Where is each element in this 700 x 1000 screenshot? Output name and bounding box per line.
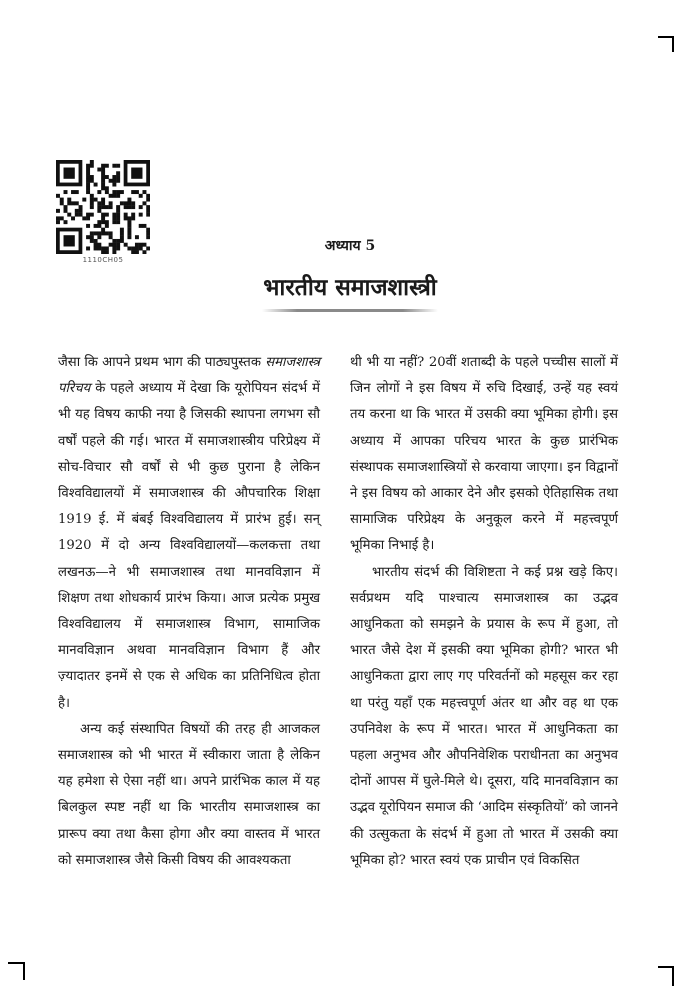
title-underline [262, 309, 438, 312]
qr-caption: 1110CH05 [82, 256, 124, 264]
chapter-title: भारतीय समाजशास्त्री [263, 274, 437, 301]
left-column [58, 350, 320, 890]
paragraph-1: जैसा कि आपने प्रथम भाग की पाठ्यपुस्तक समाजशास्त्र परिचय के पहले अध्याय में देखा कि यूरोपियन संदर्भ में भी यह विषय काफी नया है जिसकी स्थापना लगभग सौ वर्षों पहले की गई। भारत में समाजशास्त्रीय परिप्रेक्ष्य में सोच-विचार सौ वर्षों से भी कुछ पुराना है लेकिन विश्वविद्यालयों में समाजशास्त्र की औपचारिक शिक्षा 1919 ई. में बंबई विश्वविद्यालय में प्रारंभ हुई। सन् 1920 में दो अन्य विश्वविद्यालयों—कलकत्ता तथा लखनऊ—ने भी समाजशास्त्र तथा मानवविज्ञान में शिक्षण तथा शोधकार्य प्रारंभ किया। आज प्रत्येक प्रमुख विश्वविद्यालय में समाजशास्त्र विभाग, सामाजिक मानवविज्ञान अथवा मानवविज्ञान विभाग हैं और ज़्यादातर इनमें से एक से अधिक का प्रतिनिधित्व होता है। [58, 355, 320, 711]
crop-mark-bottom-right-vertical [672, 966, 674, 986]
qr-code[interactable] [56, 160, 150, 254]
paragraph-2: अन्य कई संस्थापित विषयों की तरह ही आजकल समाजशास्त्र को भी भारत में स्वीकारा जाता है लेकिन यह हमेशा से ऐसा नहीं था। अपने प्रारंभिक काल में यह बिलकुल स्पष्ट नहीं था कि भारतीय समाजशास्त्र का प्रारूप क्या तथा कैसा होगा और क्या वास्तव में भारत को समाजशास्त्र जैसे किसी विषय की आवश्यकता [58, 721, 320, 868]
paragraph-3: थी भी या नहीं? 20वीं शताब्दी के पहले पच्चीस सालों में जिन लोगों ने इस विषय में रुचि दिखाई, उन्हें यह स्वयं तय करना था कि भारत में उसकी क्या भूमिका होगी। इस अध्याय में आपका परिचय भारत के कुछ प्रारंभिक संस्थापक समाजशास्त्रियों से करवाया जाएगा। इन विद्वानों ने इस विषय को आकार देने और इसको ऐतिहासिक तथा सामाजिक परिप्रेक्ष्य के अनुकूल करने में महत्त्वपूर्ण भूमिका निभाई है। [350, 355, 618, 554]
chapter-label: अध्याय 5 [324, 238, 376, 254]
paragraph-4: भारतीय संदर्भ की विशिष्टता ने कई प्रश्न खड़े किए। सर्वप्रथम यदि पाश्चात्य समाजशास्त्र का उद्भव आधुनिकता को समझने के प्रयास के रूप में हुआ, तो भारत जैसे देश में इसकी क्या भूमिका होगी? भारत भी आधुनिकता द्वारा लाए गए परिवर्तनों को महसूस कर रहा था परंतु यहाँ एक महत्त्वपूर्ण अंतर था और वह था एक उपनिवेश के रूप में भारत। भारत में आधुनिकता का पहला अनुभव और औपनिवेशिक पराधीनता का अनुभव दोनों आपस में घुले-मिले थे। दूसरा, यदि मानवविज्ञान का उद्भव यूरोपियन समाज की ‘आदिम संस्कृतियों’ को जानने की उत्सुकता के संदर्भ में हुआ तो भारत में उसकी क्या भूमिका हो? भारत स्वयं एक प्राचीन एवं विकसित [350, 564, 618, 868]
crop-mark-bottom-left-vertical [23, 962, 25, 980]
right-column [350, 350, 618, 890]
book-title: समाजशास्त्र परिचय [58, 355, 320, 397]
crop-mark-top-right-vertical [672, 36, 674, 52]
crop-mark-bottom-left [8, 962, 24, 964]
